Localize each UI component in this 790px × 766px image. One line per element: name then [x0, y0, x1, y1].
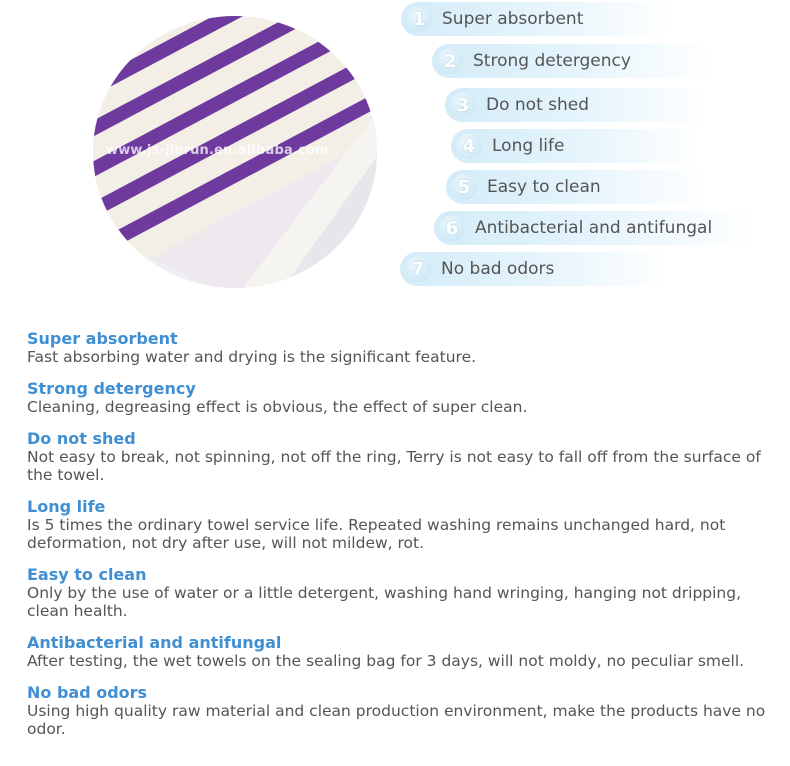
- feature-pill-3: [445, 88, 710, 122]
- pill-number: 1: [406, 6, 432, 32]
- pill-number: 2: [437, 48, 463, 74]
- pill-label: Super absorbent: [442, 9, 584, 29]
- feature-item: [27, 634, 787, 670]
- feature-title: Do not shed: [27, 429, 136, 448]
- feature-item: [27, 430, 787, 484]
- feature-title: Easy to clean: [27, 565, 147, 584]
- feature-description: Not easy to break, not spinning, not off the ring, Terry is not easy to fall off from the surface of the towel.: [27, 448, 761, 484]
- pill-label: No bad odors: [441, 259, 555, 279]
- feature-pill-7: [400, 252, 670, 286]
- pill-label: Easy to clean: [487, 177, 601, 197]
- feature-description: Cleaning, degreasing effect is obvious, the effect of super clean.: [27, 398, 528, 416]
- pill-number: 4: [456, 133, 482, 159]
- feature-pill-6: [434, 211, 754, 245]
- pill-label: Long life: [492, 136, 565, 156]
- pill-label: Strong detergency: [473, 51, 631, 71]
- feature-description: Only by the use of water or a little detergent, washing hand wringing, hanging not dripping, clean health.: [27, 584, 742, 620]
- feature-pill-5: [446, 170, 706, 204]
- feature-title: Long life: [27, 497, 106, 516]
- feature-pill-1: [401, 2, 671, 36]
- feature-title: Strong detergency: [27, 379, 196, 398]
- feature-item: [27, 684, 787, 738]
- feature-item: [27, 380, 787, 416]
- pill-number: 3: [450, 92, 476, 118]
- feature-pill-4: [451, 129, 701, 163]
- feature-item: [27, 498, 787, 552]
- feature-description: Is 5 times the ordinary towel service life. Repeated washing remains unchanged hard, not deformation, not dry after use, will not mildew, rot.: [27, 516, 726, 552]
- pill-number: 7: [405, 256, 431, 282]
- feature-pill-2: [432, 44, 712, 78]
- feature-description: After testing, the wet towels on the sealing bag for 3 days, will not moldy, no peculiar smell.: [27, 652, 745, 670]
- pill-number: 6: [439, 215, 465, 241]
- pill-label: Antibacterial and antifungal: [475, 218, 713, 238]
- feature-descriptions: [27, 330, 787, 752]
- feature-description: Using high quality raw material and clean production environment, make the products have no odor.: [27, 702, 766, 738]
- feature-item: [27, 330, 787, 366]
- feature-description: Fast absorbing water and drying is the significant feature.: [27, 348, 477, 366]
- pill-label: Do not shed: [486, 95, 590, 115]
- feature-title: Antibacterial and antifungal: [27, 633, 282, 652]
- watermark-text: www.js-jierun.en.alibaba.com: [106, 143, 329, 158]
- feature-title: No bad odors: [27, 683, 148, 702]
- feature-item: [27, 566, 787, 620]
- pill-number: 5: [451, 174, 477, 200]
- feature-title: Super absorbent: [27, 329, 178, 348]
